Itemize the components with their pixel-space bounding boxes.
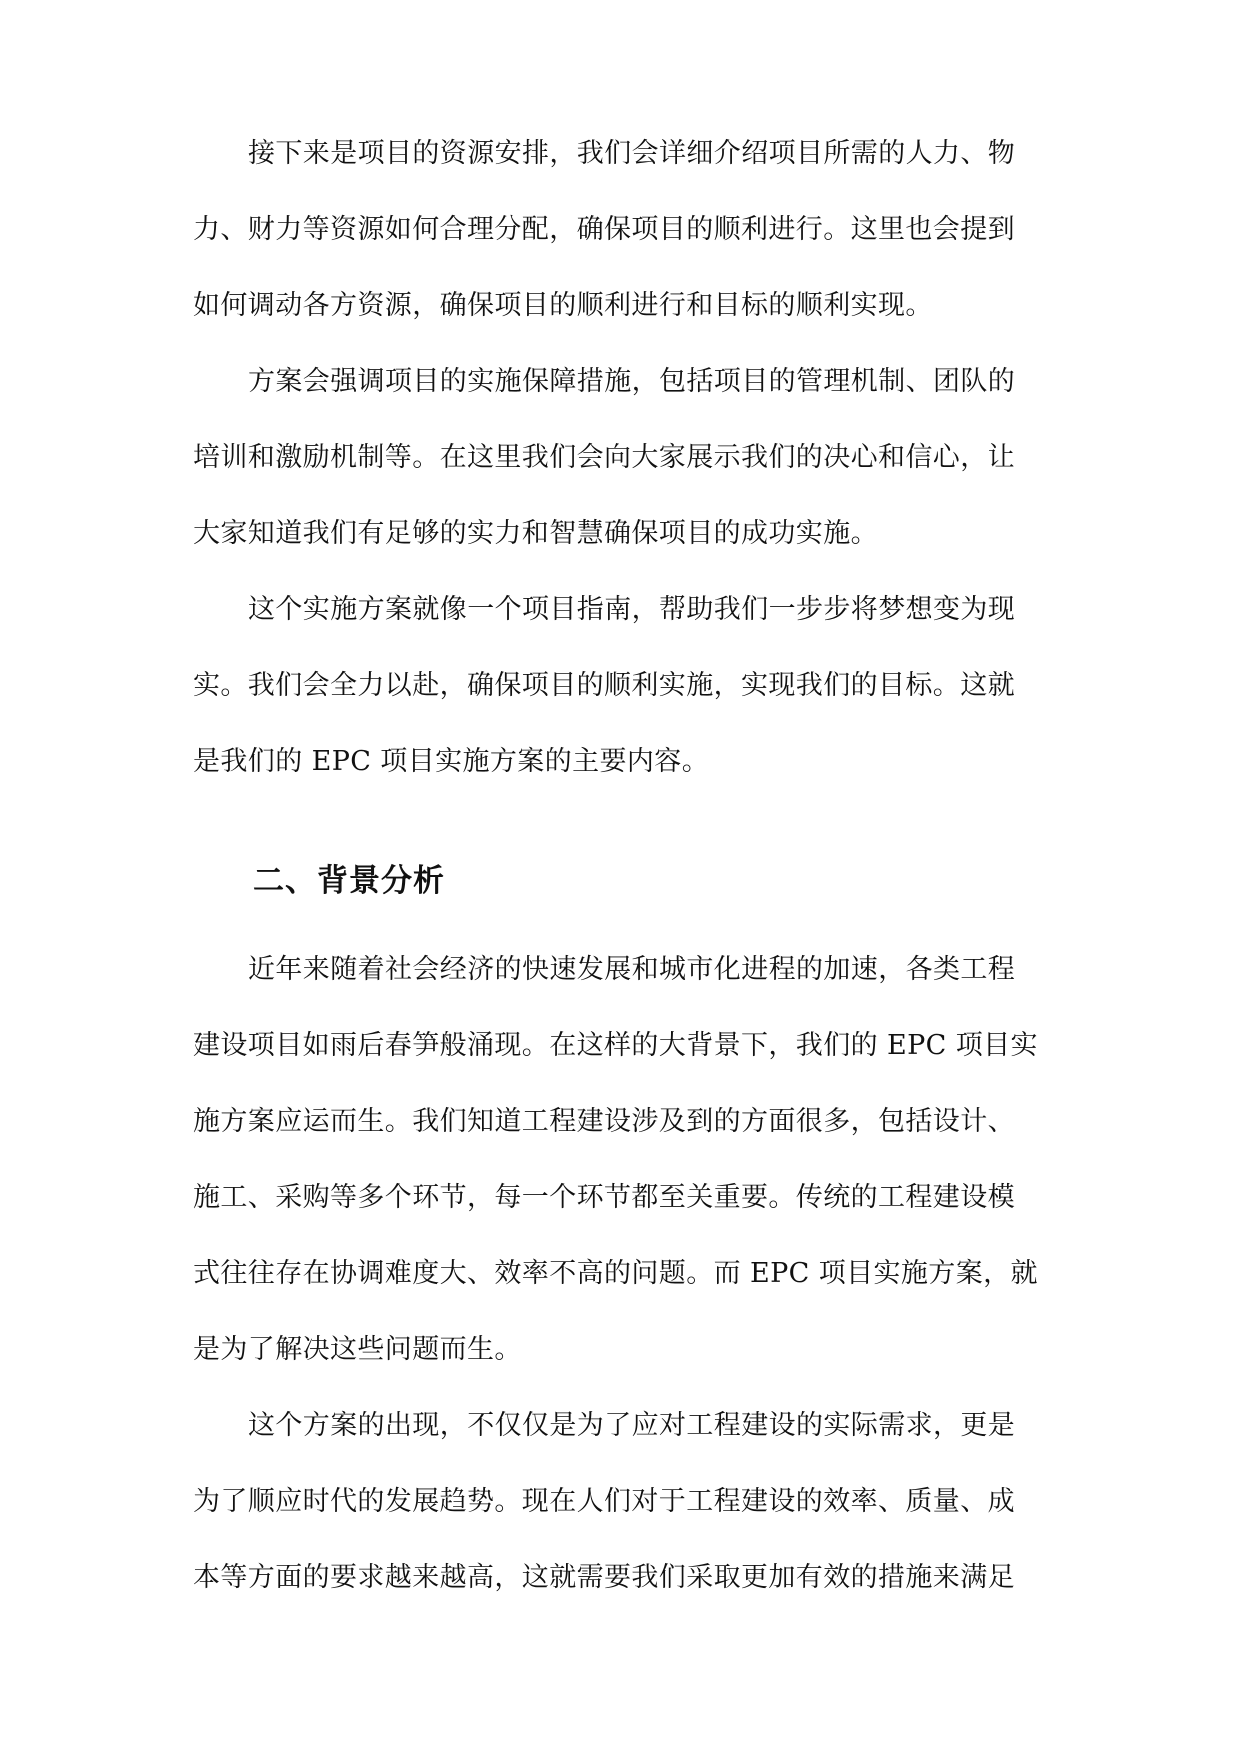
paragraph-2-line-2: 培训和激励机制等。在这里我们会向大家展示我们的决心和信心，让 <box>193 442 1015 473</box>
paragraph-2-line-1: 方案会强调项目的实施保障措施，包括项目的管理机制、团队的 <box>248 366 1016 397</box>
paragraph-3-line-1: 这个实施方案就像一个项目指南，帮助我们一步步将梦想变为现 <box>248 594 1016 625</box>
paragraph-1-line-2: 力、财力等资源如何合理分配，确保项目的顺利进行。这里也会提到 <box>193 214 1015 245</box>
section-paragraph-2-line-2: 为了顺应时代的发展趋势。现在人们对于工程建设的效率、质量、成 <box>193 1486 1015 1517</box>
paragraph-2-line-3: 大家知道我们有足够的实力和智慧确保项目的成功实施。 <box>193 518 878 549</box>
paragraph-1-line-3: 如何调动各方资源，确保项目的顺利进行和目标的顺利实现。 <box>193 290 933 321</box>
section-paragraph-1-line-5: 式往往存在协调难度大、效率不高的问题。而 EPC 项目实施方案，就 <box>193 1258 1038 1289</box>
section-paragraph-1-line-4: 施工、采购等多个环节，每一个环节都至关重要。传统的工程建设模 <box>193 1182 1015 1213</box>
section-paragraph-1-line-6: 是为了解决这些问题而生。 <box>193 1334 522 1365</box>
paragraph-3-line-2: 实。我们会全力以赴，确保项目的顺利实施，实现我们的目标。这就 <box>193 670 1015 701</box>
section-paragraph-1-line-1: 近年来随着社会经济的快速发展和城市化进程的加速，各类工程 <box>248 954 1016 985</box>
section-paragraph-1-line-3: 施方案应运而生。我们知道工程建设涉及到的方面很多，包括设计、 <box>193 1106 1015 1137</box>
section-paragraph-2-line-1: 这个方案的出现，不仅仅是为了应对工程建设的实际需求，更是 <box>248 1410 1016 1441</box>
paragraph-3-line-3: 是我们的 EPC 项目实施方案的主要内容。 <box>193 746 710 777</box>
section-heading: 二、背景分析 <box>253 863 445 899</box>
paragraph-1-line-1: 接下来是项目的资源安排，我们会详细介绍项目所需的人力、物 <box>248 138 1016 169</box>
section-paragraph-2-line-3: 本等方面的要求越来越高，这就需要我们采取更加有效的措施来满足 <box>193 1562 1015 1593</box>
section-paragraph-1-line-2: 建设项目如雨后春笋般涌现。在这样的大背景下，我们的 EPC 项目实 <box>193 1030 1038 1061</box>
